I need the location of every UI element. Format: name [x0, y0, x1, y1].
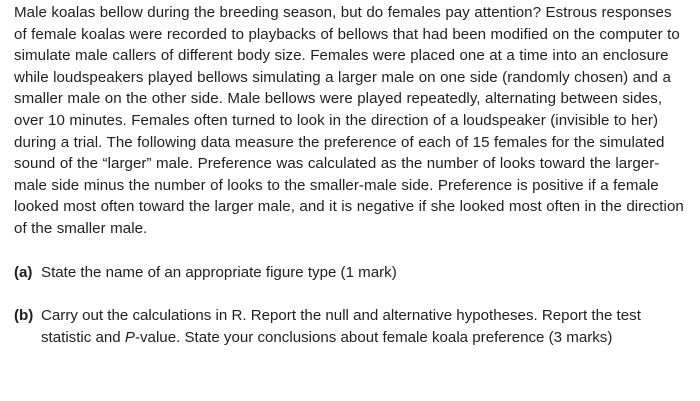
question-a	[14, 262, 686, 284]
question-b	[14, 305, 686, 348]
p-value-symbol: P	[124, 328, 135, 346]
question-a-label: (a)	[14, 263, 33, 281]
question-a-text: State the name of an appropriate figure type (1 mark)	[41, 263, 397, 281]
question-b-text-end: -value. State your conclusions about female koala preference (3 marks)	[134, 328, 613, 346]
question-b-text-start: Carry out the calculations in R. Report the null and alternative hypotheses. Report the test statistic and	[41, 307, 641, 346]
question-b-text	[41, 305, 686, 348]
question-b-label: (b)	[14, 307, 34, 325]
problem-description: Male koalas bellow during the breeding season, but do females pay attention? Estrous responses of female koalas were recorded to playbacks of bellows that had been modified on the computer to simulate male callers of different body size. Females were placed one at a time into an enclosure while loudspeakers played bellows simulating a larger male on one side (randomly chosen) and a smaller male on the other side. Male bellows were played repeatedly, alternating between sides, over 10 minutes. Females often turned to look in the direction of a loudspeaker (invisible to her) during a trial. The following data measure the preference of each of 15 females for the simulated sound of the “larger” male. Preference was calculated as the number of looks toward the larger-male side minus the number of looks to the smaller-male side. Preference is positive if a female looked most often toward the larger male, and it is negative if she looked most often in the direction of the smaller male.	[14, 4, 684, 237]
